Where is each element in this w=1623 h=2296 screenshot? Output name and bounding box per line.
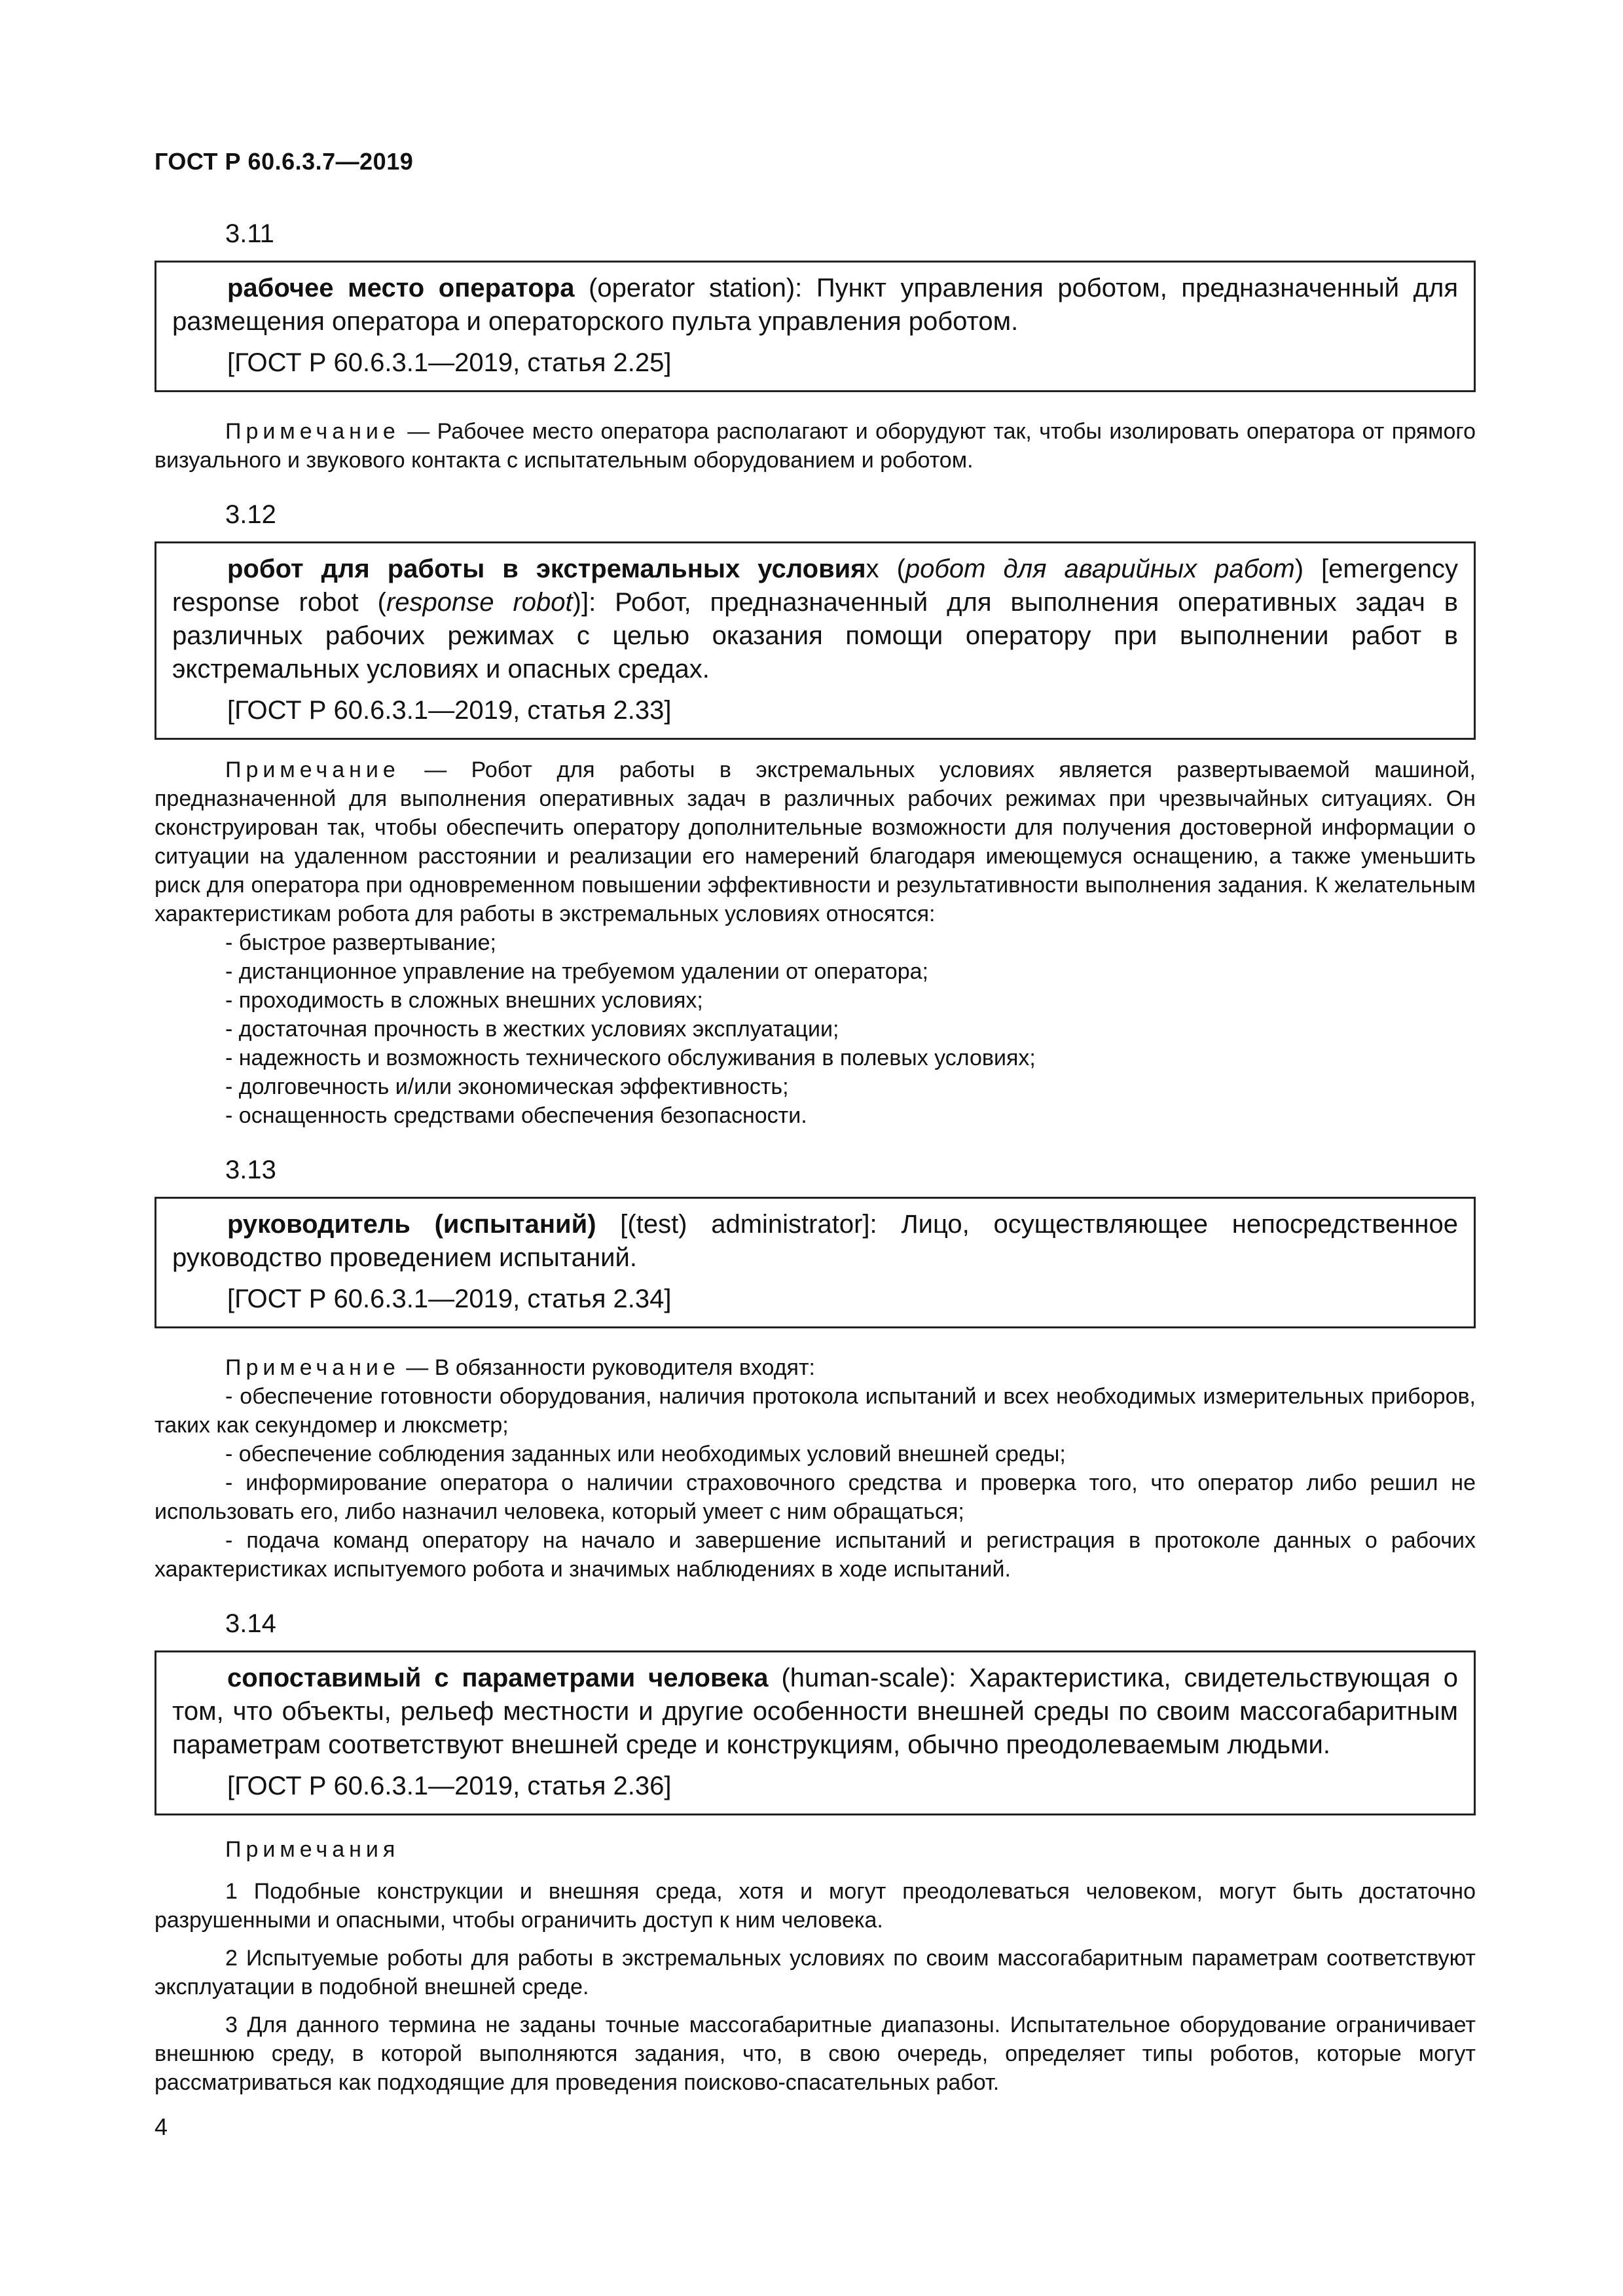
term-definition <box>172 272 1458 338</box>
note <box>155 756 1476 1130</box>
note <box>155 1353 1476 1584</box>
page-content <box>155 216 1476 2106</box>
notes-label: Примечания <box>225 1837 400 1862</box>
notes <box>155 1835 1476 2097</box>
page-number: 4 <box>155 2113 168 2140</box>
term-text: (human-scale): Характеристика, свидетельствующая о том, что объекты, рельеф местности и другие особенности внешней среды по своим массогабаритным параметрам соответствуют внешней среде и конструкциям, обычно преодолеваемым людьми. <box>172 1664 1459 1759</box>
list-item: - обеспечение соблюдения заданных или необходимых условий внешней среды; <box>155 1440 1476 1468</box>
note-item: 3 Для данного термина не заданы точные массогабаритные диапазоны. Испытательное оборудование ограничивает внешнюю среду, в которой выполняются задания, что, в свою очередь, определяет типы роботов, которые могут рассматриваться как подходящие для проведения поисково-спасательных работ. <box>155 2013 1476 2095</box>
note-label: Примечание <box>225 757 400 782</box>
term-definition-box <box>155 261 1476 392</box>
note-list <box>155 928 1476 1130</box>
list-item: - дистанционное управление на требуемом удалении от оператора; <box>155 957 1476 986</box>
term-number: 3.13 <box>225 1156 276 1184</box>
list-item: - оснащенность средствами обеспечения безопасности. <box>155 1101 1476 1130</box>
note-item: 2 Испытуемые роботы для работы в экстремальных условиях по своим массогабаритным параметрам соответствуют эксплуатации в подобной внешней среде. <box>155 1946 1476 1999</box>
note <box>155 417 1476 475</box>
list-item: - достаточная прочность в жестких условиях эксплуатации; <box>155 1015 1476 1044</box>
note-text: — Рабочее место оператора располагают и оборудуют так, чтобы изолировать оператора от прямого визуального и звукового контакта с испытательным оборудованием и роботом. <box>155 419 1476 473</box>
document-header: ГОСТ Р 60.6.3.7—2019 <box>155 148 414 175</box>
term-synonym: робот для аварийных работ <box>905 555 1295 583</box>
term-text: )]: Робот, предназначенный для выполнения оперативных задач в различных рабочих режимах с целью оказания помощи оператору при выполнении работ в экстремальных условиях и опасных средах. <box>172 588 1458 683</box>
term-source: [ГОСТ Р 60.6.3.1—2019, статья 2.36] <box>227 1772 672 1800</box>
term-number: 3.14 <box>225 1609 276 1638</box>
term-name: руководитель (испытаний) <box>227 1210 596 1239</box>
term-source: [ГОСТ Р 60.6.3.1—2019, статья 2.25] <box>227 348 672 377</box>
note-label: Примечание <box>225 1355 400 1380</box>
term-text: ) [emergency response robot ( <box>172 555 1459 617</box>
note-text: — В обязанности руководителя входят: <box>399 1355 815 1380</box>
term-definition <box>172 553 1458 686</box>
list-item: - обеспечение готовности оборудования, наличия протокола испытаний и всех необходимых измерительных приборов, таких как секундомер и люксметр; <box>155 1382 1476 1440</box>
list-item: - быстрое развертывание; <box>155 928 1476 957</box>
list-item: - информирование оператора о наличии страховочного средства и проверка того, что оператор либо решил не использовать его, либо назначил человека, который умеет с ним обращаться; <box>155 1468 1476 1526</box>
note-text: — Робот для работы в экстремальных условиях является развертываемой машиной, предназначенной для выполнения оперативных задач в различных рабочих режимах при чрезвычайных ситуациях. Он сконструирован так, чтобы обеспечить оператору дополнительные возможности для получения достоверной информации о ситуации на удаленном расстоянии и реализации его намерений благодаря имеющемуся оснащению, а также уменьшить риск для оператора при одновременном повышении эффективности и результативности выполнения задания. К желательным характеристикам робота для работы в экстремальных условиях относятся: <box>155 757 1476 926</box>
list-item: - проходимость в сложных внешних условиях; <box>155 986 1476 1015</box>
list-item: - подача команд оператору на начало и завершение испытаний и регистрация в протоколе данных о рабочих характеристиках испытуемого робота и значимых наблюдениях в ходе испытаний. <box>155 1526 1476 1584</box>
term-text: [(test) administrator]: Лицо, осуществляющее непосредственное руководство проведением испытаний. <box>172 1210 1459 1272</box>
term-definition <box>172 1662 1458 1762</box>
note-item: 1 Подобные конструкции и внешняя среда, хотя и могут преодолеваться человеком, могут быть достаточно разрушенными и опасными, чтобы ограничить доступ к ним человека. <box>155 1879 1476 1933</box>
term-source: [ГОСТ Р 60.6.3.1—2019, статья 2.34] <box>227 1285 672 1313</box>
list-item: - надежность и возможность технического обслуживания в полевых условиях; <box>155 1044 1476 1072</box>
term-definition <box>172 1208 1458 1275</box>
term-text: (operator station): Пункт управления роботом, предназначенный для размещения оператора и операторского пульта управления роботом. <box>172 274 1459 336</box>
term-synonym-en: response robot <box>386 588 573 617</box>
term-number: 3.11 <box>225 219 274 248</box>
term-definition-box <box>155 541 1476 740</box>
term-name: рабочее место оператора <box>227 274 575 302</box>
term-definition-box <box>155 1197 1476 1328</box>
note-label: Примечание <box>225 419 400 444</box>
term-definition-box <box>155 1650 1476 1815</box>
list-item: - долговечность и/или экономическая эффективность; <box>155 1072 1476 1101</box>
term-source: [ГОСТ Р 60.6.3.1—2019, статья 2.33] <box>227 696 672 725</box>
term-name: сопоставимый с параметрами человека <box>227 1664 769 1692</box>
term-number: 3.12 <box>225 500 276 529</box>
term-name-tail: х ( <box>866 555 905 583</box>
term-name: робот для работы в экстремальных условия <box>227 555 866 583</box>
